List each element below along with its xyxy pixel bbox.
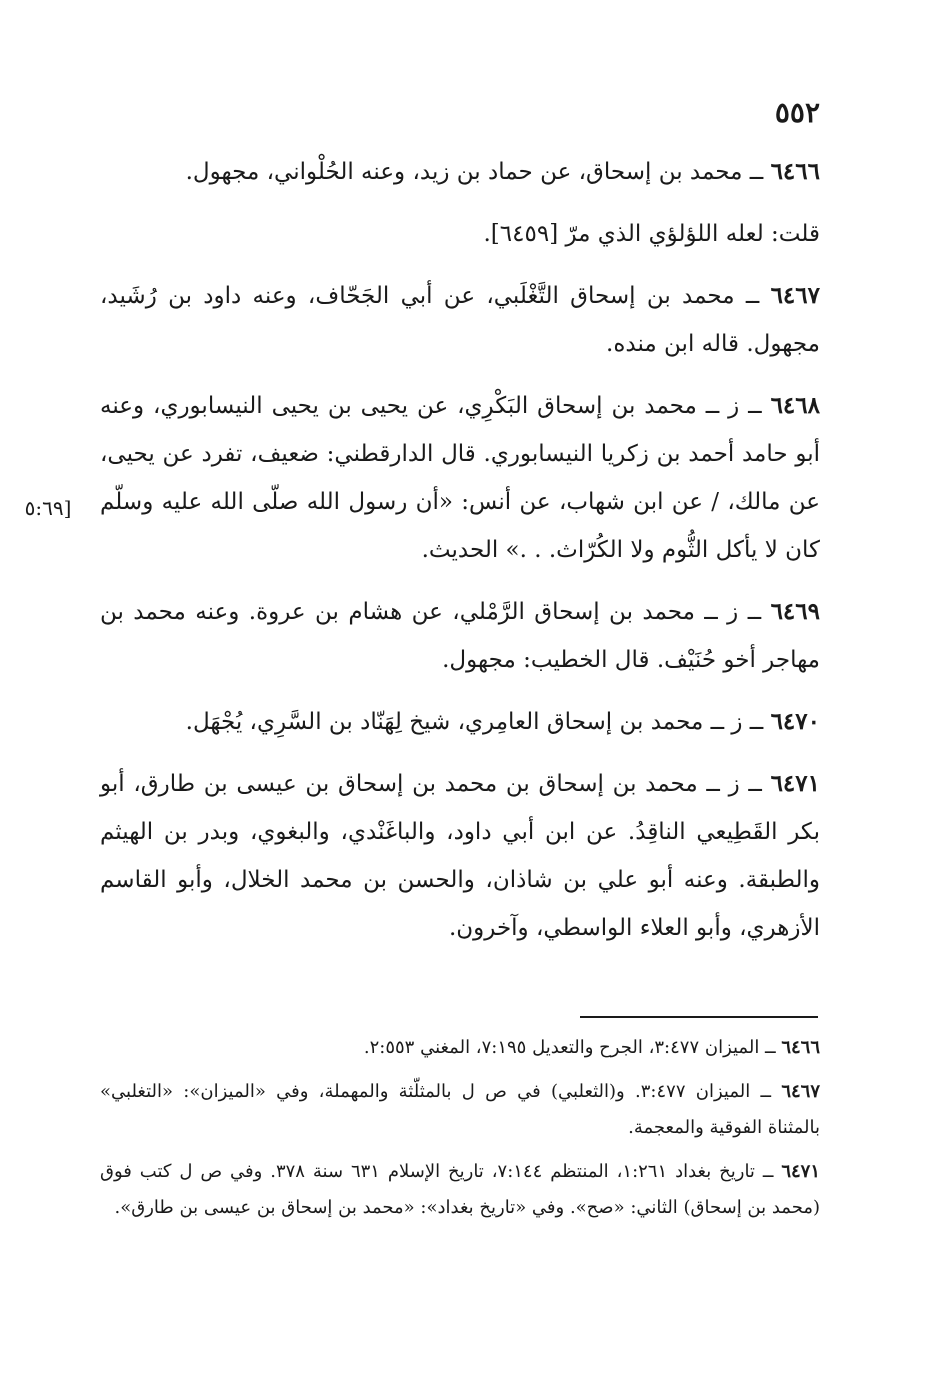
entry-6470 — [100, 698, 820, 746]
entry-6471 — [100, 760, 820, 952]
entry-text: ــ ز ــ محمد بن إسحاق بن محمد بن إسحاق بن عيسى بن طارق، أبو بكر القَطِيعي الناقِدُ. عن ابن أبي داود، والباغَنْدي، والبغوي، وبدر بن الهيثم والطبقة. وعنه أبو علي بن شاذان، والحسن بن محمد الخلال، وأبو القاسم الأزهري، وأبو العلاء الواسطي، وآخرون. — [100, 771, 820, 941]
footnote-number: ٦٤٦٦ — [781, 1037, 820, 1058]
footnote-6466 — [100, 1030, 820, 1066]
footnote-divider — [580, 1016, 818, 1018]
entry-text: ــ محمد بن إسحاق، عن حماد بن زيد، وعنه الحُلْواني، مجهول. — [185, 159, 764, 185]
margin-reference: [٥:٦٩ — [24, 496, 72, 520]
footnote-number: ٦٤٧١ — [781, 1161, 820, 1182]
entry-number: ٦٤٧٠ — [770, 708, 820, 735]
entry-text: ــ محمد بن إسحاق التَّغْلَبي، عن أبي الجَحّاف، وعنه داود بن رُشَيد، مجهول. قاله ابن منده. — [100, 283, 820, 357]
page-number: ٥٥٢ — [774, 96, 820, 129]
editor-note: قلت: لعله اللؤلؤي الذي مرّ [٦٤٥٩]. — [483, 221, 820, 247]
entry-6468 — [100, 382, 820, 574]
footnote-6471 — [100, 1154, 820, 1226]
footnote-number: ٦٤٦٧ — [781, 1081, 821, 1102]
entry-number: ٦٤٧١ — [770, 770, 820, 797]
entry-6469 — [100, 588, 820, 684]
footnote-text: ــ الميزان ٣:٤٧٧، الجرح والتعديل ٧:١٩٥، المغني ٢:٥٥٣. — [363, 1037, 776, 1058]
entry-number: ٦٤٦٦ — [770, 158, 820, 185]
entry-text: ــ ز ــ محمد بن إسحاق العامِري، شيخ لِهَنّاد بن السَّرِي، يُجْهَل. — [185, 709, 764, 735]
footnote-text: ــ تاريخ بغداد ١:٢٦١، المنتظم ٧:١٤٤، تاريخ الإسلام ٦٣١ سنة ٣٧٨. وفي ص ل كتب فوق (محمد بن إسحاق) الثاني: «صح». وفي «تاريخ بغداد»: «محمد بن إسحاق بن عيسى بن طارق». — [100, 1161, 820, 1218]
entries-list — [100, 148, 820, 966]
entry-number: ٦٤٦٩ — [770, 598, 820, 625]
footnotes-list — [100, 1030, 820, 1234]
entry-text: ــ ز ــ محمد بن إسحاق البَكْرِي، عن يحيى بن يحيى النيسابوري، وعنه أبو حامد أحمد بن زكريا النيسابوري. قال الدارقطني: ضعيف، تفرد عن يحيى، عن مالك، / عن ابن شهاب، عن أنس: «أن رسول الله صلّى الله عليه وسلّم كان لا يأكل الثُّوم ولا الكُرّاث. . .» الحديث. — [100, 393, 820, 563]
footnote-text: ــ الميزان ٣:٤٧٧. و(الثعلبي) في ص ل بالمثلّثة والمهملة، وفي «الميزان»: «التغلبي» بالمثناة الفوقية والمعجمة. — [100, 1081, 820, 1138]
entry-number: ٦٤٦٧ — [770, 282, 820, 309]
entry-text: ــ ز ــ محمد بن إسحاق الرَّمْلي، عن هشام بن عروة. وعنه محمد بن مهاجر أخو حُنَيْف. قال الخطيب: مجهول. — [100, 599, 820, 673]
entry-6466 — [100, 148, 820, 196]
entry-6467 — [100, 272, 820, 368]
entry-number: ٦٤٦٨ — [770, 392, 820, 419]
footnote-6467 — [100, 1074, 820, 1146]
